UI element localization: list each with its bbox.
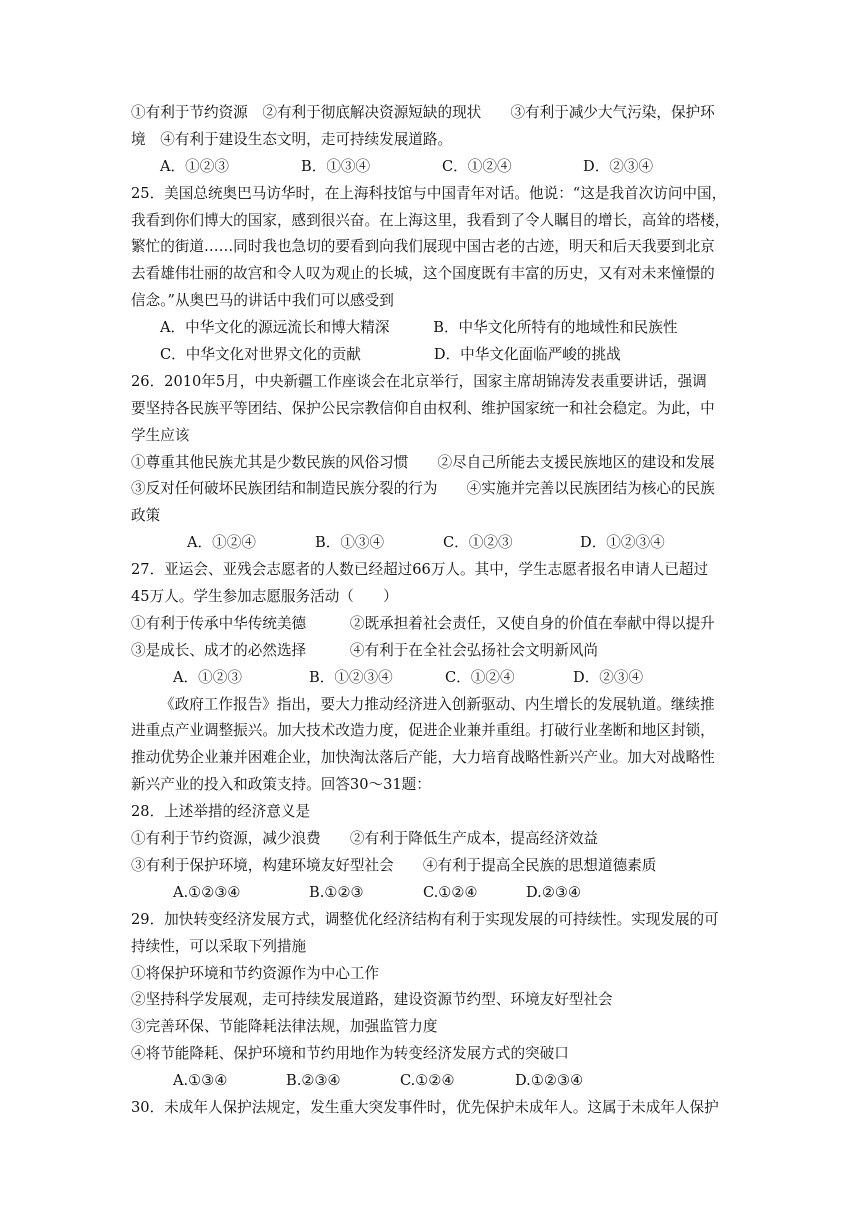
statement-line: ①有利于节约资源，减少浪费 ②有利于降低生产成本，提高经济效益 (131, 830, 599, 848)
answer-options-q27 (131, 665, 736, 692)
passage-line: 推动优势企业兼并困难企业，加快淘汰落后产能，大力培育战略性新兴产业。加大对战略性 (131, 749, 715, 767)
option-a: A．①②③ (173, 668, 242, 686)
text-line: 持续性，可以采取下列措施 (131, 937, 307, 955)
option-a: A．①②③ (160, 157, 229, 175)
option-d: D.①②③④ (515, 1072, 584, 1090)
option-b: B.①②③ (309, 883, 364, 901)
statement-line: 政策 (131, 507, 161, 525)
text-line: 我看到你们博大的国家，感到很兴奋。在上海这里，我看到了令人瞩目的增长，高耸的塔楼， (131, 211, 730, 229)
answer-options-q26 (131, 530, 736, 557)
statement-line: ①尊重其他民族尤其是少数民族的风俗习惯 ②尽自己所能去支援民族地区的建设和发展 (131, 453, 715, 471)
text-line: 45万人。学生参加志愿服务活动（ ） (131, 588, 398, 606)
option-d: D．①②③④ (580, 534, 665, 552)
option-c: C.①②④ (400, 1072, 455, 1090)
question-29: 29．加快转变经济发展方式，调整优化经济结构有利于实现发展的可持续性。实现发展的可 (131, 910, 719, 928)
statement-line: ③完善环保、节能降耗法律法规，加强监管力度 (131, 1018, 438, 1036)
statement-line: ③有利于保护环境，构建环境友好型社会 ④有利于提高全民族的思想道德素质 (131, 856, 657, 874)
option-c: C．①②③ (443, 534, 513, 552)
statement-line: ①将保护环境和节约资源作为中心工作 (131, 964, 380, 982)
passage-line: 《政府工作报告》指出，要大力推动经济进入创新驱动、内生增长的发展轨道。继续推 (160, 695, 715, 713)
passage-line: 进重点产业调整振兴。加大技术改造力度，促进企业兼并重组。打破行业垄断和地区封锁， (131, 722, 715, 740)
option-line: A．中华文化的源远流长和博大精深 B．中华文化所特有的地域性和民族性 (160, 319, 678, 337)
option-b: B．①③④ (315, 534, 385, 552)
option-line: C．中华文化对世界文化的贡献 D．中华文化面临严峻的挑战 (160, 346, 621, 364)
text-line: 去看雄伟壮丽的故宫和令人叹为观止的长城，这个国度既有丰富的历史，又有对未来憧憬的 (131, 265, 715, 283)
answer-options-q29 (131, 1068, 736, 1095)
text-line: 信念。”从奥巴马的讲话中我们可以感受到 (131, 292, 394, 310)
statement-line: ①有利于传承中华传统美德 ②既承担着社会责任，又使自身的价值在奉献中得以提升 (131, 614, 715, 632)
option-b: B．①②③④ (309, 668, 393, 686)
option-a: A．①②④ (187, 534, 256, 552)
statement-line: ④将节能降耗、保护环境和节约用地作为转变经济发展方式的突破口 (131, 1045, 569, 1063)
option-d: D.②③④ (526, 883, 582, 901)
statement-line: ③是成长、成才的必然选择 ④有利于在全社会弘扬社会文明新风尚 (131, 641, 599, 659)
answer-options-q28 (131, 880, 736, 907)
option-d: D．②③④ (573, 668, 644, 686)
text-line: 境 ④有利于建设生态文明，走可持续发展道路。 (131, 130, 453, 148)
option-a: A.①②③④ (173, 883, 241, 901)
option-d: D．②③④ (583, 157, 654, 175)
question-28: 28．上述举措的经济意义是 (131, 803, 311, 821)
text-line: 学生应该 (131, 426, 190, 444)
option-c: C．①②④ (445, 668, 515, 686)
question-27: 27．亚运会、亚残会志愿者的人数已经超过66万人。其中，学生志愿者报名申请人已超过 (131, 561, 709, 579)
question-26: 26．2010年5月，中央新疆工作座谈会在北京举行，国家主席胡锦涛发表重要讲话，强调 (131, 372, 707, 390)
option-a: A.①③④ (173, 1072, 228, 1090)
statement-line: ②坚持科学发展观，走可持续发展道路，建设资源节约型、环境友好型社会 (131, 991, 613, 1009)
option-c: C．①②④ (442, 157, 512, 175)
exam-page (131, 100, 736, 1122)
statement-line: ③反对任何破坏民族团结和制造民族分裂的行为 ④实施并完善以民族团结为核心的民族 (131, 480, 715, 498)
text-line: 繁忙的街道……同时我也急切的要看到向我们展现中国古老的古迹，明天和后天我要到北京 (131, 238, 715, 256)
option-b: B．①③④ (301, 157, 371, 175)
option-b: B.②③④ (286, 1072, 341, 1090)
question-30: 30．未成年人保护法规定，发生重大突发事件时，优先保护未成年人。这属于未成年人保护 (131, 1098, 719, 1116)
option-c: C.①②④ (423, 883, 478, 901)
text-line: 要坚持各民族平等团结、保护公民宗教信仰自由权利、维护国家统一和社会稳定。为此，中 (131, 399, 715, 417)
answer-options-q24 (131, 154, 736, 181)
question-25: 25．美国总统奥巴马访华时，在上海科技馆与中国青年对话。他说：“这是我首次访问中国， (131, 184, 727, 202)
text-line: ①有利于节约资源 ②有利于彻底解决资源短缺的现状 ③有利于减少大气污染，保护环 (131, 104, 715, 121)
passage-line: 新兴产业的投入和政策支持。回答30～31题： (131, 776, 431, 794)
